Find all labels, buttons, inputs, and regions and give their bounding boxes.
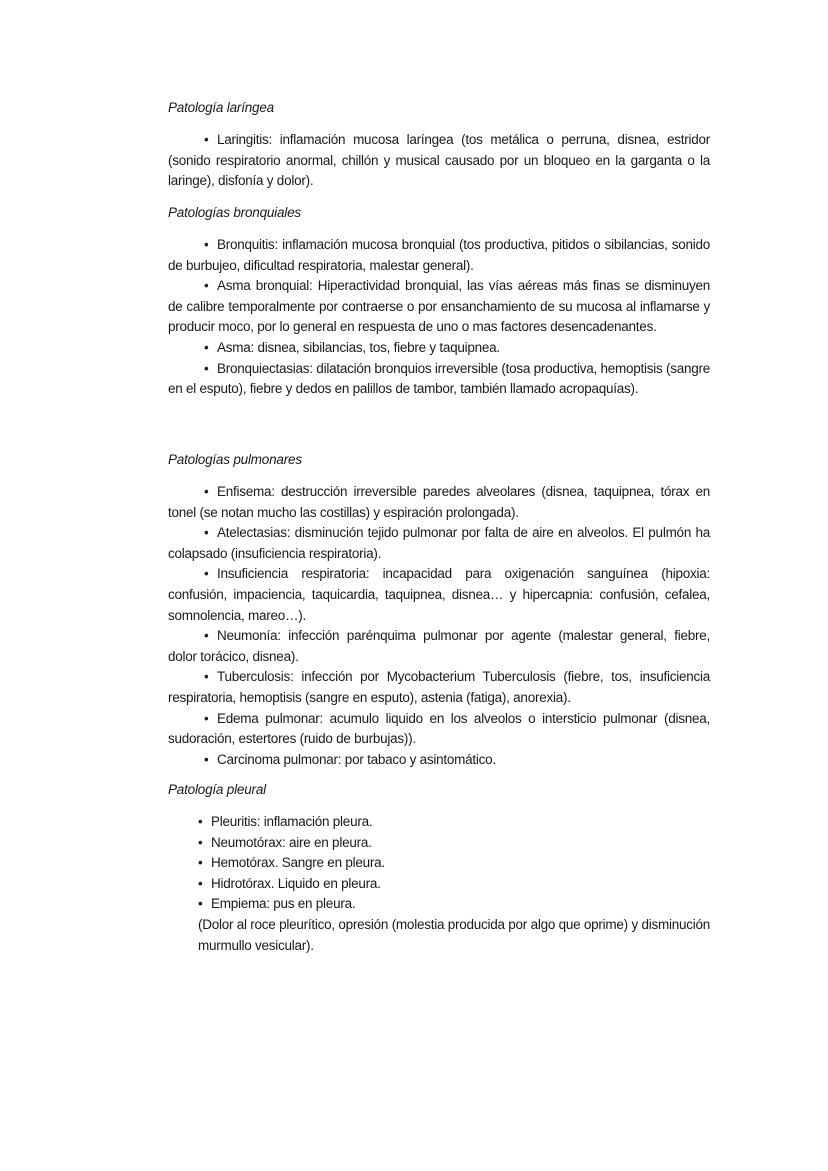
list-item: • Neumonía: infección parénquima pulmonar por agente (malestar general, fiebre, dolor torácico, disnea). <box>168 628 710 664</box>
pleural-note: (Dolor al roce pleurítico, opresión (molestia producida por algo que oprime) y disminución murmullo vesicular). <box>198 916 710 953</box>
bullet-icon: • <box>198 814 203 829</box>
bullet-icon: • <box>204 339 209 355</box>
list-item: • Bronquiectasias: dilatación bronquios irreversible (tosa productiva, hemoptisis (sangre en el esputo), fiebre y dedos en palillos de tambor, también llamado acropaquías). <box>168 360 711 397</box>
bullet-icon: • <box>204 710 209 726</box>
bullet-icon: • <box>198 896 203 912</box>
list-item: • Hidrotórax. Liquido en pleura. <box>198 874 710 895</box>
list-item: • Carcinoma pulmonar: por tabaco y asintomático. <box>168 750 710 771</box>
section-heading: Patología laríngea <box>168 100 274 115</box>
list-item: • Pleuritis: inflamación pleura. <box>198 812 710 833</box>
section-pulmonary <box>168 450 710 770</box>
list-item: • Tuberculosis: infección por Mycobacterium Tuberculosis (fiebre, tos, insuficiencia respiratoria, hemoptisis (sangre en esputo), astenia (fatiga), anorexia). <box>168 669 710 705</box>
section-heading: Patología pleural <box>168 782 266 797</box>
section-laryngeal <box>168 98 710 192</box>
list-item: • Atelectasias: disminución tejido pulmonar por falta de aire en alveolos. El pulmón ha colapsado (insuficiencia respiratoria). <box>168 525 710 561</box>
section-heading: Patologías bronquiales <box>168 205 301 220</box>
list-item: • Empiema: pus en pleura. <box>198 894 710 915</box>
list-item: • Bronquitis: inflamación mucosa bronquial (tos productiva, pitidos o sibilancias, sonido de burbujeo, dificultad respiratoria, malestar general). <box>168 237 710 273</box>
list-item: • Edema pulmonar: acumulo liquido en los alveolos o intersticio pulmonar (disnea, sudoración, estertores (ruido de burbujas)). <box>168 710 710 747</box>
bullet-icon: • <box>204 278 209 294</box>
list-item: • Enfisema: destrucción irreversible paredes alveolares (disnea, taquipnea, tórax en tonel (se notan mucho las costillas) y espiración prolongada). <box>168 484 710 520</box>
section-pleural <box>168 780 710 956</box>
section-heading: Patologías pulmonares <box>168 452 302 467</box>
list-item: • Laringitis: inflamación mucosa laríngea (tos metálica o perruna, disnea, estridor (sonido respiratorio anormal, chillón y musical causado por un bloqueo en la garganta o la laringe), disfonía y dolor). <box>168 132 710 189</box>
bullet-icon: • <box>198 875 203 891</box>
bullet-icon: • <box>204 566 209 582</box>
list-item: • Hemotórax. Sangre en pleura. <box>198 853 710 874</box>
list-item: • Asma: disnea, sibilancias, tos, fiebre y taquipnea. <box>168 338 710 359</box>
bullet-icon: • <box>204 628 209 644</box>
bullet-icon: • <box>204 751 209 767</box>
bullet-icon: • <box>204 237 209 252</box>
bullet-icon: • <box>204 360 209 376</box>
list-item: • Neumotórax: aire en pleura. <box>198 833 710 854</box>
bullet-icon: • <box>204 525 209 541</box>
bullet-icon: • <box>204 669 209 685</box>
list-item: • Insuficiencia respiratoria: incapacidad para oxigenación sanguínea (hipoxia: confusión, impaciencia, taquicardia, taquipnea, disnea… y hipercapnia: confusión, cefalea, somnolencia, mareo…). <box>168 566 710 623</box>
bullet-icon: • <box>198 834 203 850</box>
list-item: • Asma bronquial: Hiperactividad bronquial, las vías aéreas más finas se disminuyen de calibre temporalmente por contraerse o por ensanchamiento de su mucosa al inflamarse y producir moco, por lo general en respuesta de uno o mas factores desencadenantes. <box>168 278 710 335</box>
bullet-icon: • <box>204 484 209 499</box>
bullet-icon: • <box>204 132 209 147</box>
bullet-icon: • <box>198 855 203 871</box>
section-bronchial <box>168 203 710 400</box>
